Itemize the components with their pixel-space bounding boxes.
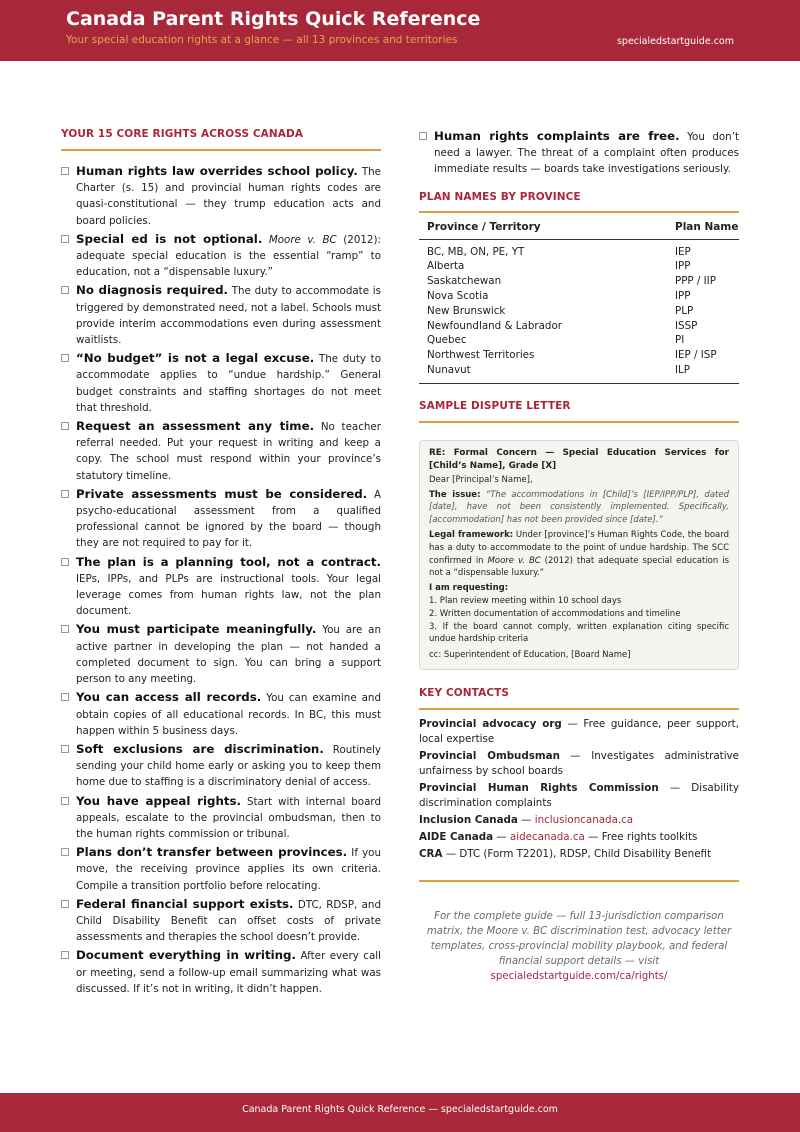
- closing-link[interactable]: specialedstartguide.com/ca/rights/: [490, 970, 668, 982]
- contact-separator: —: [517, 813, 535, 826]
- right-title: You must participate meaningfully.: [76, 622, 317, 637]
- table-header-row: [419, 213, 739, 240]
- rights-list: [61, 163, 381, 997]
- contact-item: [419, 830, 739, 845]
- plan-cell: ILP: [675, 363, 690, 376]
- letter-request-item: 3. If the board cannot comply, written explanation citing specific undue hardship criteria: [429, 621, 729, 645]
- closing-note: [419, 909, 739, 984]
- right-text: The duty to accommodate is triggered by demonstrated need, not a label. Schools must provide interim accommodations even during assessment waitlists.: [76, 285, 381, 347]
- section-divider: [419, 708, 739, 710]
- province-cell: Alberta: [427, 260, 465, 273]
- checkbox-icon[interactable]: [61, 490, 69, 498]
- right-text: The duty to accommodate applies to “undue hardship.” General budget constraints and staffing shortages do not meet that threshold.: [76, 353, 381, 414]
- contact-name: Inclusion Canada: [419, 813, 518, 826]
- province-cell: Nova Scotia: [427, 290, 489, 302]
- contact-separator: —: [561, 717, 584, 730]
- contact-separator: —: [658, 781, 692, 794]
- plan-cell: IPP: [675, 260, 691, 273]
- contact-link[interactable]: inclusioncanada.ca: [534, 813, 634, 826]
- right-text: The Charter (s. 15) and provincial human rights codes are quasi-constitutional — they trump education acts and board policies.: [76, 166, 381, 227]
- checkbox-icon[interactable]: [419, 132, 427, 140]
- letter-issue-label: The issue:: [429, 489, 481, 500]
- checkbox-icon[interactable]: [61, 745, 69, 753]
- right-title: Plans don’t transfer between provinces.: [76, 845, 348, 860]
- table-row: [419, 348, 739, 363]
- right-item: [61, 350, 381, 416]
- right-title: Private assessments must be considered.: [76, 486, 368, 501]
- right-title: Federal financial support exists.: [76, 896, 294, 911]
- right-title: The plan is a planning tool, not a contract.: [76, 554, 381, 569]
- plan-cell: ISSP: [675, 319, 698, 332]
- checkbox-icon[interactable]: [61, 422, 69, 430]
- column-header-province: Province / Territory: [419, 213, 667, 240]
- right-text: (2012): adequate special education is the essential “ramp” to education, not a “dispensable luxury.”: [76, 233, 381, 279]
- column-header-plan: Plan Name: [667, 213, 739, 240]
- table-row: [419, 333, 739, 348]
- right-title: You can access all records.: [76, 690, 262, 705]
- checkbox-icon[interactable]: [61, 286, 69, 294]
- right-case: Moore v. BC: [268, 233, 337, 246]
- contact-name: AIDE Canada: [419, 830, 494, 843]
- letter-cc: cc: Superintendent of Education, [Board Name]: [429, 650, 631, 661]
- right-item: [419, 128, 739, 178]
- province-cell: Nunavut: [427, 363, 471, 376]
- checkbox-icon[interactable]: [61, 848, 69, 856]
- right-item: [61, 689, 381, 739]
- contact-item: [419, 813, 739, 828]
- rights-heading: YOUR 15 CORE RIGHTS ACROSS CANADA: [61, 128, 304, 140]
- contact-separator: —: [493, 830, 510, 843]
- province-cell: Saskatchewan: [427, 275, 502, 288]
- contact-name: CRA: [419, 847, 443, 860]
- sample-letter: [419, 440, 739, 670]
- contact-item: [419, 749, 739, 779]
- checkbox-icon[interactable]: [61, 558, 69, 566]
- contact-name: Provincial Ombudsman: [419, 749, 560, 762]
- checkbox-icon[interactable]: [61, 235, 69, 243]
- letter-issue: [429, 489, 729, 527]
- contact-item: [419, 847, 739, 862]
- plan-cell: IEP / ISP: [675, 349, 717, 362]
- right-column: [419, 128, 739, 984]
- header-site-link[interactable]: specialedstartguide.com: [616, 36, 734, 47]
- footer-text: Canada Parent Rights Quick Reference — specialedstartguide.com: [242, 1104, 558, 1115]
- checkbox-icon[interactable]: [61, 167, 69, 175]
- right-item: [61, 418, 381, 484]
- letter-legal-label: Legal framework:: [429, 529, 514, 540]
- checkbox-icon[interactable]: [61, 625, 69, 633]
- letter-requesting-label: I am requesting:: [429, 583, 509, 594]
- contacts-list: [419, 717, 739, 862]
- table-row: [419, 304, 739, 319]
- page-title: Canada Parent Rights Quick Reference: [66, 8, 481, 30]
- section-divider: [419, 421, 739, 423]
- right-text: A psycho-educational assessment from a qualified professional cannot be ignored by the board — though they are not required to pay for it.: [76, 488, 381, 550]
- plan-cell: PPP / IIP: [675, 275, 716, 288]
- contact-name: Provincial Human Rights Commission: [419, 781, 659, 794]
- right-text: After every call or meeting, send a follow-up email summarizing what was discussed. If it’s not in writing, it didn’t happen.: [76, 950, 381, 995]
- letter-legal: [429, 529, 729, 580]
- letter-legal-text-2: (2012) that adequate special education is not a “dispensable luxury.”: [429, 555, 729, 579]
- right-text: Start with internal board appeals, escalate to the provincial ombudsman, then to the human rights commission or tribunal.: [76, 795, 381, 840]
- contact-separator: —: [559, 749, 592, 762]
- right-item: [61, 621, 381, 687]
- right-text: You don’t need a lawyer. The threat of a complaint often produces immediate results — boards take investigations seriously.: [434, 131, 740, 176]
- right-item: [61, 947, 381, 997]
- right-item: [61, 793, 381, 843]
- contact-desc: Investigates administrative unfairness by school boards: [419, 749, 739, 777]
- plans-heading: PLAN NAMES BY PROVINCE: [419, 190, 581, 203]
- right-item: [61, 231, 381, 281]
- letter-re-line: RE: Formal Concern — Special Education Services for [Child’s Name], Grade [X]: [429, 447, 729, 471]
- province-cell: New Brunswick: [427, 304, 506, 317]
- table-row: [419, 319, 739, 334]
- province-cell: Newfoundland & Labrador: [427, 319, 562, 332]
- checkbox-icon[interactable]: [61, 900, 69, 908]
- contact-desc: — Free rights toolkits: [584, 830, 698, 843]
- right-title: Request an assessment any time.: [76, 419, 315, 434]
- right-title: Special ed is not optional.: [76, 231, 263, 246]
- contacts-heading: KEY CONTACTS: [419, 686, 510, 699]
- right-item: [61, 554, 381, 620]
- table-row: [419, 289, 739, 304]
- letter-request-item: 1. Plan review meeting within 10 school days: [429, 595, 622, 606]
- letter-requesting: [429, 582, 729, 646]
- province-cell: Northwest Territories: [427, 349, 535, 362]
- page-header: [0, 0, 800, 61]
- right-text: DTC, RDSP, and Child Disability Benefit can offset costs of private assessments and therapies the school doesn’t provide.: [76, 898, 381, 944]
- contact-link[interactable]: aidecanada.ca: [509, 830, 585, 843]
- rights-list-continued: [419, 128, 739, 178]
- letter-legal-text: Under [province]’s Human Rights Code, the board has a duty to accommodate to the point of undue hardship. The SCC confirmed in: [429, 529, 729, 566]
- letter-legal-case: Moore v. BC: [487, 555, 541, 566]
- section-divider: [61, 149, 381, 151]
- letter-heading: SAMPLE DISPUTE LETTER: [419, 399, 571, 412]
- table-row: [419, 274, 739, 289]
- plan-cell: IEP: [675, 245, 691, 258]
- letter-greeting: Dear [Principal’s Name],: [429, 474, 533, 485]
- right-text: If you move, the receiving province applies its own criteria. Compile a transition portfolio before relocating.: [76, 847, 381, 892]
- contact-desc: Free guidance, peer support, local expertise: [419, 717, 739, 745]
- right-title: Soft exclusions are discrimination.: [76, 741, 324, 756]
- table-row: [419, 363, 739, 383]
- contact-separator: —: [442, 847, 460, 860]
- plan-cell: PLP: [675, 304, 694, 317]
- right-item: [61, 163, 381, 229]
- page-footer: [0, 1093, 800, 1132]
- right-title: Document everything in writing.: [76, 948, 296, 963]
- section-divider: [419, 880, 739, 882]
- province-cell: BC, MB, ON, PE, YT: [427, 245, 525, 258]
- right-title: Human rights law overrides school policy.: [76, 164, 358, 178]
- contact-desc: DTC (Form T2201), RDSP, Child Disability Benefit: [459, 847, 712, 860]
- page-subtitle: Your special education rights at a glance — all 13 provinces and territories: [66, 34, 458, 46]
- right-text: IEPs, IPPs, and PLPs are instructional tools. Your legal leverage comes from human rights law, not the plan document.: [76, 572, 381, 618]
- letter-issue-text: “The accommodations in [Child]’s [IEP/IPP/PLP], dated [date], have not been consistently implemented. Specifically, [accommodation] has not been provided since [date].”: [429, 489, 729, 526]
- right-title: You have appeal rights.: [76, 793, 242, 808]
- table-row: [419, 259, 739, 274]
- contact-item: [419, 781, 739, 811]
- plans-table: [419, 213, 739, 383]
- right-title: No diagnosis required.: [76, 283, 229, 298]
- checkbox-icon[interactable]: [61, 951, 69, 959]
- checkbox-icon[interactable]: [61, 354, 69, 362]
- right-item: [61, 282, 381, 348]
- plan-cell: IPP: [675, 290, 691, 302]
- right-title: Human rights complaints are free.: [434, 129, 680, 143]
- contact-desc: Disability discrimination complaints: [419, 781, 739, 809]
- checkbox-icon[interactable]: [61, 797, 69, 805]
- closing-text: For the complete guide — full 13-jurisdiction comparison matrix, the Moore v. BC discrimination test, advocacy letter templates, cross-provincial mobility playbook, and federal financial support details — visit: [426, 910, 732, 967]
- left-column: [61, 128, 381, 999]
- right-item: [61, 741, 381, 791]
- contact-name: Provincial advocacy org: [419, 717, 562, 730]
- right-text: You can examine and obtain copies of all educational records. In BC, this must happen within 5 business days.: [76, 692, 381, 737]
- right-title: “No budget” is not a legal excuse.: [76, 351, 315, 366]
- right-item: [61, 486, 381, 552]
- right-item: [61, 896, 381, 946]
- right-text: No teacher referral needed. Put your request in writing and keep a copy. The school must respond within your province’s statutory timeline.: [76, 421, 381, 482]
- table-row: [419, 239, 739, 259]
- right-text: Routinely sending your child home early or asking you to keep them home due to staffing is a discriminatory denial of access.: [76, 743, 381, 789]
- right-text: You are an active partner in developing the plan — not handed a completed document to sign. You can bring a support person to any meeting.: [76, 624, 381, 686]
- plan-cell: PI: [675, 334, 685, 347]
- province-cell: Quebec: [427, 334, 467, 347]
- checkbox-icon[interactable]: [61, 693, 69, 701]
- plans-table-wrap: [419, 211, 739, 384]
- letter-request-item: 2. Written documentation of accommodations and timeline: [429, 608, 681, 619]
- right-item: [61, 844, 381, 894]
- contact-item: [419, 717, 739, 747]
